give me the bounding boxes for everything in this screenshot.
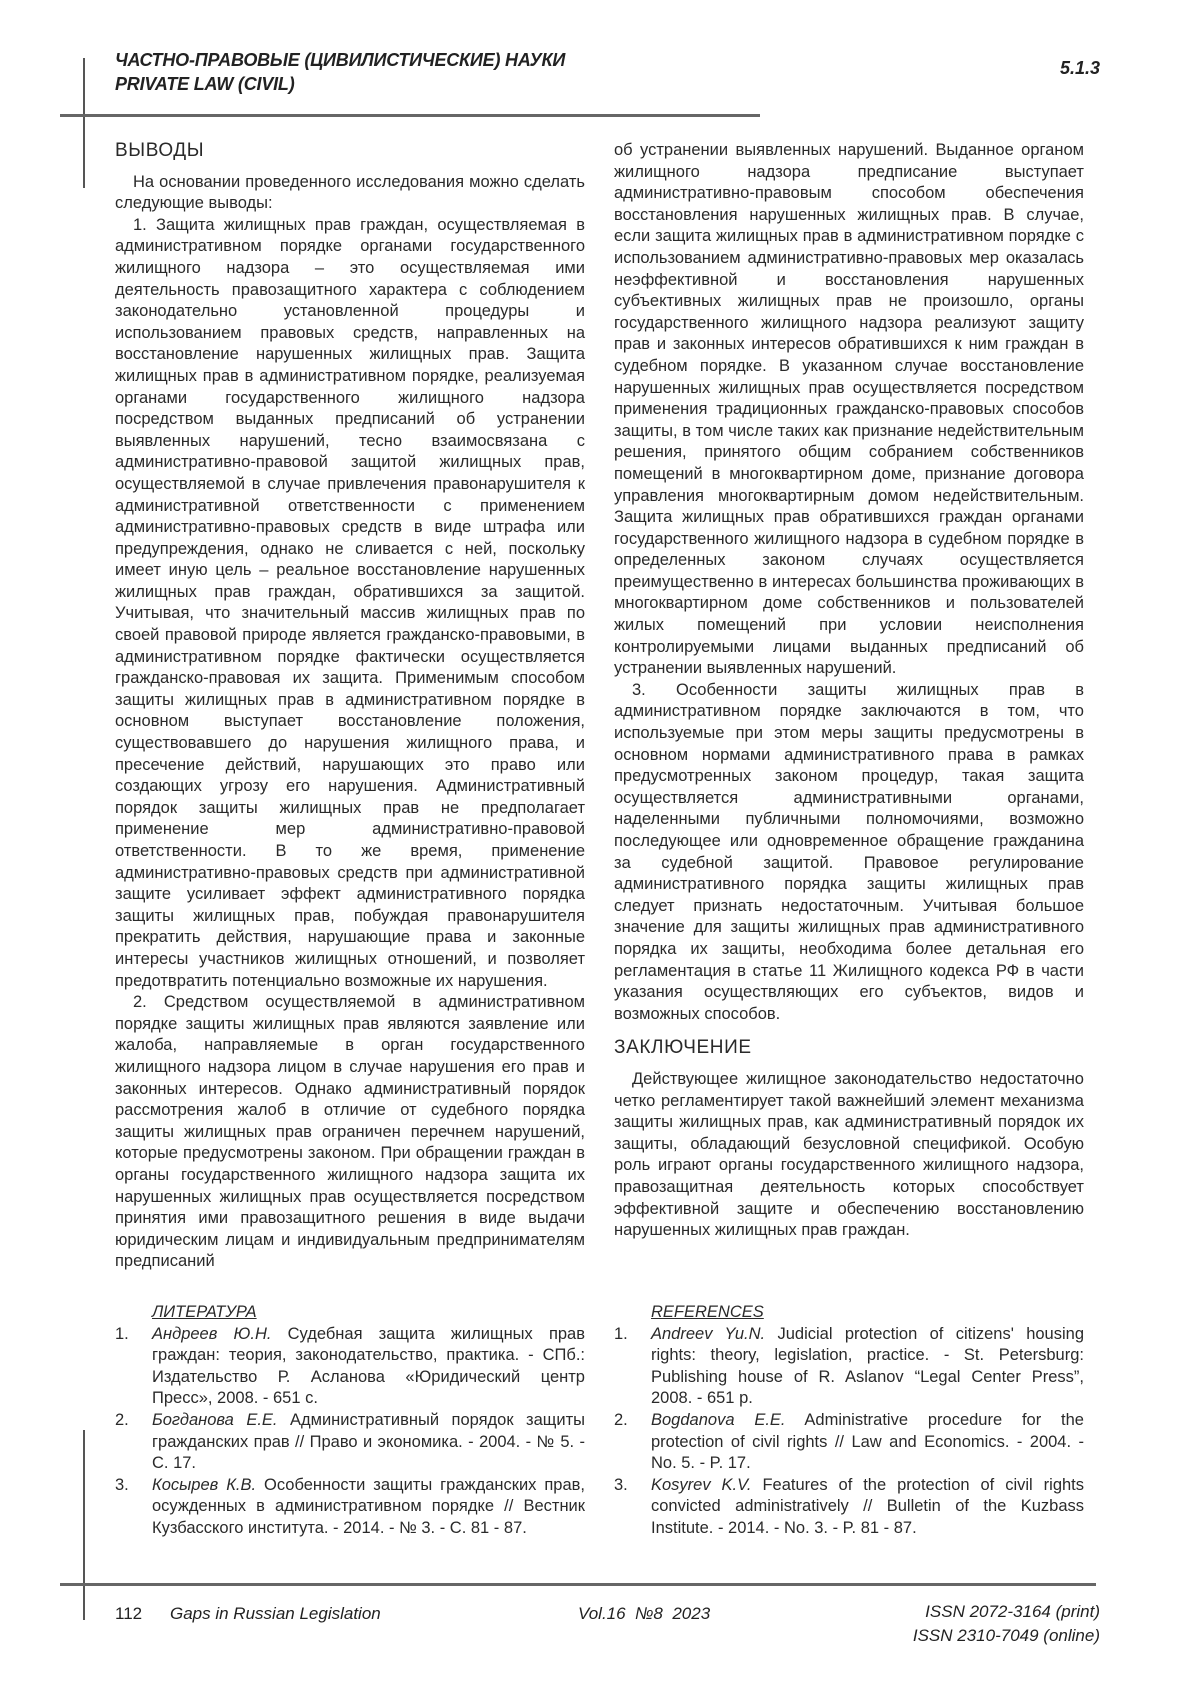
reference-item: [614, 1410, 1084, 1475]
literature-item: [115, 1475, 585, 1540]
references-list: [614, 1302, 1084, 1540]
ref-text: Административный порядок защиты гражданских прав // Право и экономика. - 2004. - № 5. - С. 17.: [152, 1410, 585, 1473]
ref-author: Kosyrev K.V.: [651, 1475, 752, 1494]
literature-item: [115, 1410, 585, 1475]
conclusion-point-2: 2. Средством осуществляемой в административном порядке защиты жилищных прав являются заявление или жалоба, направляемые в орган государственного жилищного надзора лицом в случае нарушения его прав и законных интересов. Однако административный порядок рассмотрения жалоб в отличие от судебного порядка защиты жилищных прав ограничен перечнем нарушений, которые предусмотрены законом. При обращении граждан в органы государственного жилищного надзора защита их нарушенных жилищных прав осуществляется посредством принятия ими правозащитного решения в виде выдачи юридическим лицам и индивидуальным предпринимателям предписаний: [115, 993, 585, 1271]
ref-author: Богданова Е.Е.: [152, 1410, 278, 1429]
ref-number: 2.: [614, 1410, 628, 1429]
reference-item: [614, 1475, 1084, 1540]
ref-author: Bogdanova E.E.: [651, 1410, 786, 1429]
volume-issue: Vol.16 №8 2023: [578, 1604, 711, 1623]
issn-print: ISSN 2072-3164 (print): [925, 1602, 1100, 1621]
footer-vertical-rule: [83, 1430, 85, 1620]
ref-number: 3.: [614, 1475, 628, 1494]
page-number: 112: [115, 1604, 143, 1623]
header-horizontal-rule: [60, 114, 760, 117]
section-title-en: PRIVATE LAW (CIVIL): [115, 74, 295, 94]
conclusion-point-1: 1. Защита жилищных прав граждан, осуществляемая в административном порядке органами государственного жилищного надзора – это осуществляемая ими деятельность правозащитного характера с соблюдением законодательно установленной процедуры и использованием правовых средств, направленных на восстановление нарушенных жилищных прав. Защита жилищных прав в административном порядке, реализуемая органами государственного жилищного надзора посредством выданных предписаний об устранении выявленных нарушений, тесно взаимосвязана с административно-правовой защитой жилищных прав, осуществляемой в случае привлечения правонарушителя к административной ответственности с применением административно-правовых средств в виде штрафа или предупреждения, однако не сливается с ней, поскольку имеет иную цель – реальное восстановление нарушенных жилищных прав граждан, обратившихся за защитой. Учитывая, что значительный массив жилищных прав по своей правовой природе является гражданско-правовыми, в административном порядке фактически осуществляется гражданско-правовая их защита. Применимым способом защиты жилищных прав в административном порядке в основном выступает восстановление положения, существовавшего до нарушения жилищного права, и пресечение действий, нарушающих это право или создающих угрозу его нарушения. Административный порядок защиты жилищных прав не предполагает применение мер административно-правовой ответственности. В то же время, применение административно-правовых средств при административной защите усиливает эффект административного порядка защиты жилищных прав, побуждая правонарушителя прекратить действия, нарушающие права и законные интересы участников жилищных отношений, и позволяет предотвратить потенциально возможные их нарушения.: [115, 215, 585, 990]
ref-number: 1.: [115, 1324, 129, 1343]
left-column: [115, 140, 585, 1273]
running-header: [115, 48, 565, 96]
literature-item: [115, 1324, 585, 1410]
final-heading: ЗАКЛЮЧЕНИЕ: [614, 1037, 752, 1059]
ref-text: Administrative procedure for the protection of civil rights // Law and Economics. - 2004. - No. 5. - P. 17.: [651, 1410, 1084, 1473]
ref-text: Особенности защиты гражданских прав, осужденных в административном порядке // Вестник Кузбасского института. - 2014. - № 3. - С. 81 - 87.: [152, 1475, 585, 1537]
reference-item: [614, 1324, 1084, 1410]
ref-author: Андреев Ю.Н.: [152, 1324, 272, 1343]
literature-list: [115, 1302, 585, 1540]
ref-text: Judicial protection of citizens' housing rights: theory, legislation, practice. - St. Petersburg: Publishing house of R. Aslanov “Legal Center Press”, 2008. - 651 p.: [651, 1324, 1084, 1408]
footer-horizontal-rule: [60, 1583, 1096, 1586]
header-vertical-rule: [83, 58, 85, 188]
ref-author: Andreev Yu.N.: [651, 1324, 766, 1343]
section-title-ru: ЧАСТНО-ПРАВОВЫЕ (ЦИВИЛИСТИЧЕСКИЕ) НАУКИ: [115, 50, 566, 70]
right-column: [614, 140, 1084, 1242]
issn-block: [913, 1600, 1100, 1648]
issn-online: ISSN 2310-7049 (online): [912, 1626, 1100, 1645]
section-code: 5.1.3: [1059, 58, 1100, 78]
ref-number: 3.: [115, 1475, 129, 1494]
ref-number: 2.: [115, 1410, 129, 1429]
ref-number: 1.: [614, 1324, 628, 1343]
conclusion-point-2-continued: об устранении выявленных нарушений. Выданное органом жилищного надзора предписание выступает административно-правовым способом обеспечения восстановления нарушенных жилищных прав. В случае, если защита жилищных прав в административном порядке с использованием административно-правовых мер оказалась неэффективной и восстановления нарушенных субъективных жилищных прав не произошло, органы государственного жилищного надзора реализуют защиту прав и законных интересов обратившихся к ним граждан в судебном порядке. В указанном случае восстановление нарушенных жилищных прав осуществляется посредством применения традиционных гражданско-правовых способов защиты, в том числе таких как признание недействительным решения, принятого общим собранием собственников помещений в многоквартирном доме, признание договора управления многоквартирным домом недействительным. Защита жилищных прав обратившихся граждан органами государственного жилищного надзора в судебном порядке в определенных законом случаях осуществляется преимущественно в интересах большинства проживающих в многоквартирном доме собственников и пользователей жилых помещений при условии неисполнения контролируемыми лицами выданных предписаний об устранении выявленных нарушений.: [614, 141, 1084, 678]
references-heading: REFERENCES: [651, 1303, 764, 1321]
final-paragraph: Действующее жилищное законодательство недостаточно четко регламентирует такой важнейший элемент механизма защиты жилищных прав, как административный порядок их защиты, обладающий безусловной спецификой. Особую роль играют органы государственного жилищного надзора, правозащитная деятельность которых способствует эффективной защите и обеспечению восстановлению нарушенных жилищных прав граждан.: [614, 1069, 1084, 1240]
literature-heading: ЛИТЕРАТУРА: [152, 1303, 257, 1321]
conclusion-point-3: 3. Особенности защиты жилищных прав в административном порядке заключаются в том, что используемые при этом меры защиты предусмотрены в основном нормами административного права в рамках предусмотренных законом процедур, такая защита осуществляется административными органами, наделенными публичными полномочиями, возможно последующее или одновременное обращение гражданина за судебной защитой. Правовое регулирование административного порядка защиты жилищных прав следует признать недостаточным. Учитывая большое значение для защиты жилищных прав административного порядка их защиты, необходима более детальная его регламентация в статье 11 Жилищного кодекса РФ в части указания осуществляющих его субъектов, видов и возможных способов.: [614, 680, 1084, 1023]
ref-text: Features of the protection of civil rights convicted administratively // Bulletin of the Kuzbass Institute. - 2014. - No. 3. - P. 81 - 87.: [651, 1475, 1084, 1537]
ref-text: Судебная защита жилищных прав граждан: теория, законодательство, практика. - СПб.: Издательство Р. Асланова «Юридический центр Пресс», 2008. - 651 с.: [152, 1324, 585, 1408]
conclusions-intro: На основании проведенного исследования можно сделать следующие выводы:: [115, 172, 585, 213]
journal-title: Gaps in Russian Legislation: [170, 1604, 381, 1623]
ref-author: Косырев К.В.: [152, 1475, 257, 1494]
conclusions-heading: ВЫВОДЫ: [115, 140, 205, 161]
